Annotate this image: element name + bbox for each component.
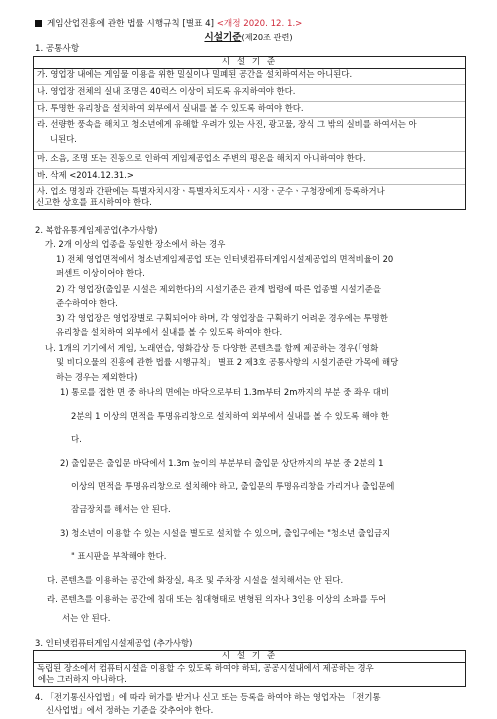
section3-standards-box	[33, 650, 466, 687]
section1-item-ba: 바. 삭제 <2014.12.31.>	[37, 170, 134, 180]
square-bullet-icon	[35, 20, 42, 27]
section1-item-sa-cont: 신고한 상호를 표시하여야 한다.	[36, 197, 152, 207]
section1-item-sa: 사. 업소 명칭과 간판에는 특별자치시장ㆍ특별자치도지사ㆍ시장ㆍ군수ㆍ구청장에게 등록하거나	[37, 186, 385, 196]
section3-line1: 독립된 장소에서 컴퓨터시설을 이용할 수 있도록 하여야 하되, 공공시설내에서 제공하는 경우	[37, 663, 374, 673]
section2-na-item2: 2) 출입문은 출입문 바닥에서 1.3m 높이의 부분부터 출입문 상단까지의 부분 중 2분의 1	[60, 458, 384, 468]
section2-ra: 라. 콘텐츠를 이용하는 공간에 침대 또는 침대형태로 변형된 의자나 3인용 이상의 소파를 두어	[47, 594, 387, 604]
title-main: 시설기준	[204, 32, 242, 43]
section4-line1: 4. 「전기통신사업법」에 따라 허가를 받거나 신고 또는 등록을 하여야 하는 영업자는 「전기통	[35, 692, 381, 702]
section1-item-ra: 라. 선량한 풍속을 해치고 청소년에게 유해할 우려가 있는 사진, 광고물, 장식 그 밖의 실비를 하여서는 아	[37, 119, 417, 129]
section2-ga-item2-cont: 준수하여야 한다.	[56, 298, 118, 308]
section2-na-item2-cont2: 잠금장치를 해서는 안 된다.	[71, 504, 171, 514]
section2-na-cont1: 및 비디오물의 진흥에 관한 법률 시행규칙」 별표 2 제3호 공통사항의 시설기준란 가목에 해당	[56, 357, 399, 367]
section3-heading: 3. 인터넷컴퓨터게임시설제공업 (추가사항)	[35, 638, 193, 648]
section1-box-header: 시 설 기 준	[34, 57, 465, 69]
section1-item-ra-cont: 니된다.	[50, 134, 77, 144]
section1-item-da: 다. 투명한 유리창을 설치하여 외부에서 실내를 볼 수 있도록 하여야 한다.	[37, 103, 304, 113]
revision-note: <개정 2020. 12. 1.>	[216, 19, 303, 29]
section2-da: 다. 콘텐츠를 이용하는 공간에 화장실, 욕조 및 주차장 시설을 설치해서는 안 된다.	[47, 575, 344, 585]
title-sub: (제20조 관련)	[241, 32, 293, 42]
header-text: 게임산업진흥에 관한 법률 시행규칙 [별표 4]	[47, 19, 214, 29]
section3-box-header: 시 설 기 준	[34, 651, 465, 663]
section2-ga-item2: 2) 각 영업장(출입문 시설은 제외한다)의 시설기준은 관계 법령에 따른 업종별 시설기준을	[56, 284, 381, 294]
section2-na: 나. 1개의 기기에서 게임, 노래연습, 영화감상 등 다양한 콘텐츠를 함께 제공하는 경우(「영화	[45, 343, 379, 353]
section2-ga: 가. 2개 이상의 업종을 동일한 장소에서 하는 경우	[45, 239, 226, 249]
page-title	[0, 32, 497, 45]
section2-ga-item1: 1) 전체 영업면적에서 청소년게임제공업 또는 인터넷컴퓨터게임시설제공업의 면적비율이 20	[56, 254, 394, 264]
section2-ga-item3: 3) 각 영업장은 영업장별로 구획되어야 하며, 각 영업장을 구획하기 어려운 경우에는 투명한	[56, 313, 388, 323]
section2-ga-item1-cont: 퍼센트 이상이어야 한다.	[56, 268, 145, 278]
section2-na-item1: 1) 통로를 접한 면 중 하나의 면에는 바닥으로부터 1.3m부터 2m까지의 부분 중 좌우 대비	[60, 387, 389, 397]
section2-heading: 2. 복합유통게임제공업(추가사항)	[35, 225, 158, 235]
section1-item-ga: 가. 영업장 내에는 게임물 이용을 위한 밀실이나 밀폐된 공간을 설치하여서는 아니된다.	[37, 69, 353, 79]
section2-na-item1-cont: 2분의 1 이상의 면적을 투명유리창으로 설치하여 외부에서 실내를 볼 수 있도록 해야 한	[71, 411, 389, 421]
section2-na-cont2: 하는 경우는 제외한다)	[56, 372, 138, 382]
section1-standards-box	[33, 56, 466, 210]
document-header	[35, 19, 302, 31]
section2-ga-item3-cont: 유리창을 설치하여 외부에서 실내를 볼 수 있도록 하여야 한다.	[56, 327, 283, 337]
section2-na-item2-cont: 이상의 면적을 투명유리창으로 설치해야 하고, 출입문의 투명유리창을 가리거나 출입문에	[71, 481, 395, 491]
section4-line2: 신사업법」에서 정하는 기준을 갖추어야 한다.	[46, 705, 214, 715]
section1-item-ma: 마. 소음, 조명 또는 진동으로 인하여 게임제공업소 주변의 평온을 해치지 아니하여야 한다.	[37, 153, 366, 163]
section1-heading: 1. 공통사항	[35, 44, 80, 54]
section2-na-item3: 3) 청소년이 이용할 수 있는 시설을 별도로 설치할 수 있으며, 출입구에는 "청소년 출입금지	[60, 528, 391, 538]
section2-ra-cont: 서는 안 된다.	[62, 613, 111, 623]
section2-na-item1-cont2: 다.	[71, 434, 82, 444]
section2-na-item3-cont: " 표시판을 부착해야 한다.	[71, 551, 167, 561]
section1-item-na: 나. 영업장 전체의 실내 조명은 40럭스 이상이 되도록 유지하여야 한다.	[37, 86, 296, 96]
section3-line2: 에는 그러하지 아니하다.	[38, 674, 127, 684]
